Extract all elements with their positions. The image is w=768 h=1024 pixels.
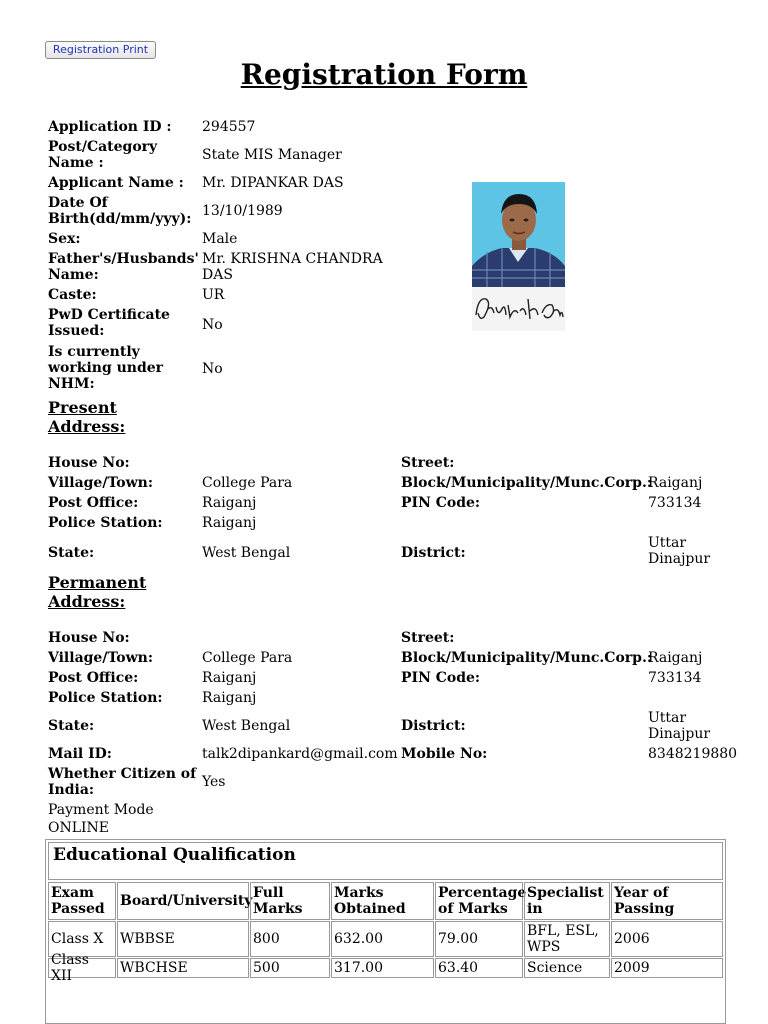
father-label: Father's/Husbands' Name: (48, 251, 199, 283)
present-village-label: Village/Town: (48, 475, 153, 491)
page-title: Registration Form (240, 58, 528, 91)
registration-print-button[interactable]: Registration Print (45, 41, 156, 59)
present-post-office-label: Post Office: (48, 495, 139, 511)
permanent-district-label: District: (401, 718, 466, 734)
table-cell: BFL, ESL, WPS (524, 921, 610, 957)
applicant-photo (472, 182, 565, 287)
table-cell: 500 (250, 958, 330, 978)
mobile-label: Mobile No: (401, 746, 488, 762)
permanent-state-label: State: (48, 718, 95, 734)
citizen-label: Whether Citizen of India: (48, 766, 197, 798)
permanent-post-office-value: Raiganj (202, 670, 257, 686)
present-village-value: College Para (202, 475, 293, 491)
present-police-value: Raiganj (202, 515, 257, 531)
permanent-house-label: House No: (48, 630, 130, 646)
present-post-office-value: Raiganj (202, 495, 257, 511)
education-header-board: Board/University (117, 882, 249, 920)
father-value: Mr. KRISHNA CHANDRA DAS (202, 251, 383, 283)
education-header-year: Year of Passing (611, 882, 723, 920)
table-cell: WBBSE (117, 921, 249, 957)
table-cell: 800 (250, 921, 330, 957)
permanent-block-value: Raiganj (648, 650, 703, 666)
present-district-value: Uttar Dinajpur (648, 535, 711, 567)
permanent-address-heading: Permanent Address: (48, 573, 147, 611)
education-header-marks-obtained: Marks Obtained (331, 882, 434, 920)
payment-mode-value: ONLINE (48, 820, 110, 836)
table-cell: Class X (48, 921, 116, 957)
table-cell: WBCHSE (117, 958, 249, 978)
present-state-label: State: (48, 545, 95, 561)
present-block-value: Raiganj (648, 475, 703, 491)
applicant-name-value: Mr. DIPANKAR DAS (202, 175, 344, 191)
permanent-district-value: Uttar Dinajpur (648, 710, 711, 742)
table-cell: 79.00 (435, 921, 523, 957)
table-cell: 63.40 (435, 958, 523, 978)
caste-label: Caste: (48, 287, 97, 303)
present-block-label: Block/Municipality/Munc.Corp.: (401, 475, 652, 491)
permanent-street-label: Street: (401, 630, 455, 646)
citizen-value: Yes (202, 774, 226, 790)
permanent-post-office-label: Post Office: (48, 670, 139, 686)
education-header-specialist: Specialist in (524, 882, 610, 920)
permanent-pin-value: 733134 (648, 670, 702, 686)
present-state-value: West Bengal (202, 545, 291, 561)
pwd-label: PwD Certificate Issued: (48, 307, 170, 339)
app-id-value: 294557 (202, 119, 256, 135)
dob-value: 13/10/1989 (202, 203, 283, 219)
table-cell: 2009 (611, 958, 723, 978)
applicant-signature (472, 287, 565, 331)
permanent-village-label: Village/Town: (48, 650, 153, 666)
permanent-police-label: Police Station: (48, 690, 163, 706)
permanent-village-value: College Para (202, 650, 293, 666)
caste-value: UR (202, 287, 225, 303)
education-header-percentage: Percentage of Marks (435, 882, 523, 920)
present-pin-label: PIN Code: (401, 495, 481, 511)
mobile-value: 8348219880 (648, 746, 738, 762)
mail-label: Mail ID: (48, 746, 112, 762)
table-cell: 2006 (611, 921, 723, 957)
table-cell: Class XII (48, 958, 116, 978)
education-title: Educational Qualification (48, 842, 723, 880)
signature-icon (472, 287, 565, 331)
table-cell: Science (524, 958, 610, 978)
post-label: Post/Category Name : (48, 139, 158, 171)
nhm-value: No (202, 361, 223, 377)
pwd-value: No (202, 317, 223, 333)
app-id-label: Application ID : (48, 119, 172, 135)
present-house-label: House No: (48, 455, 130, 471)
sex-value: Male (202, 231, 238, 247)
permanent-police-value: Raiganj (202, 690, 257, 706)
education-table (45, 839, 726, 1024)
nhm-label: Is currently working under NHM: (48, 344, 164, 392)
permanent-block-label: Block/Municipality/Munc.Corp.: (401, 650, 652, 666)
dob-label: Date Of Birth(dd/mm/yyy): (48, 195, 192, 227)
payment-mode-label: Payment Mode (48, 802, 154, 818)
education-header-full-marks: Full Marks (250, 882, 330, 920)
table-cell: 632.00 (331, 921, 434, 957)
permanent-state-value: West Bengal (202, 718, 291, 734)
present-street-label: Street: (401, 455, 455, 471)
present-address-heading: Present Address: (48, 398, 126, 436)
person-icon (472, 182, 565, 287)
mail-value: talk2dipankard@gmail.com (202, 746, 398, 762)
present-police-label: Police Station: (48, 515, 163, 531)
permanent-pin-label: PIN Code: (401, 670, 481, 686)
sex-label: Sex: (48, 231, 81, 247)
present-district-label: District: (401, 545, 466, 561)
post-value: State MIS Manager (202, 147, 342, 163)
applicant-name-label: Applicant Name : (48, 175, 184, 191)
present-pin-value: 733134 (648, 495, 702, 511)
table-cell: 317.00 (331, 958, 434, 978)
education-header-exam: Exam Passed (48, 882, 116, 920)
